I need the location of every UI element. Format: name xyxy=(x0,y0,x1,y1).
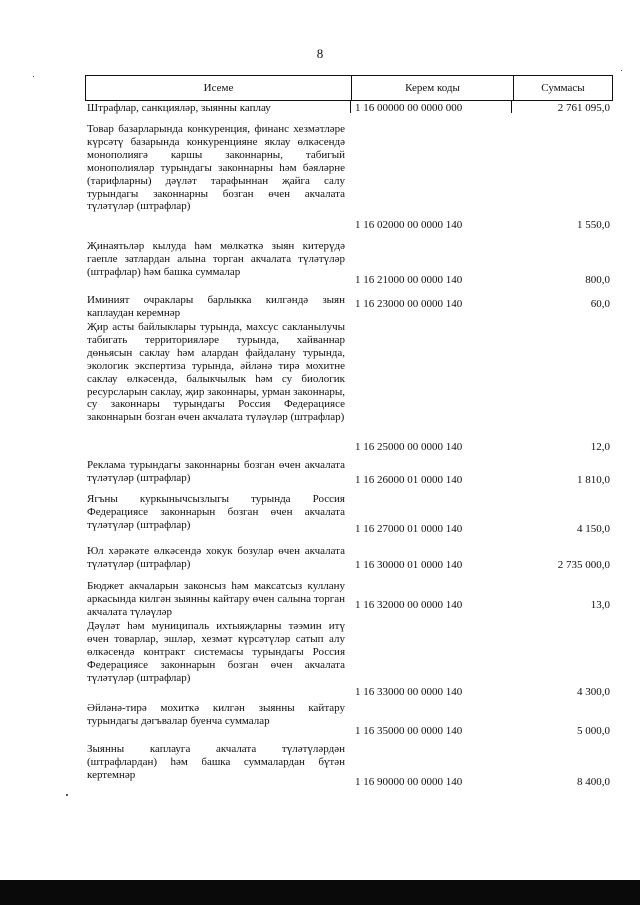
row-name: Җинаятьләр кылуда һәм мөлкәткә зыян китерүдә гаепле затлардан алына торган акчалата түләтүләр (штрафлар) һәм башка суммалар xyxy=(87,240,345,278)
row-sum: 8 400,0 xyxy=(577,776,610,788)
row-code: 1 16 30000 01 0000 140 xyxy=(355,559,463,571)
row-name: Бюджет акчаларын законсыз һәм максатсыз куллану аркасында килгән зыянны кайтару өчен салына торган акчалата түләүләр xyxy=(87,580,345,618)
column-divider xyxy=(511,101,512,113)
row-code: 1 16 00000 00 0000 000 xyxy=(355,102,463,114)
row-code: 1 16 35000 00 0000 140 xyxy=(355,725,463,737)
row-code: 1 16 02000 00 0000 140 xyxy=(355,219,463,231)
row-sum: 800,0 xyxy=(585,274,610,286)
header-name: Исеме xyxy=(86,76,352,100)
table-header xyxy=(85,75,613,101)
row-name: Товар базарларында конкуренция, финанс хезмәтләре күрсәтү базарында конкуренцияне яклау өлкәсендә монополиягә каршы законнарны, табигый монополияләр турындагы законнарны һәм бәяләрне (тарифларны) дәүләт тарафыннан җайга салу турындагы законнарны бозган өчен акчалата түләтүләр (штрафлар) xyxy=(87,123,345,213)
scan-bottom-edge xyxy=(0,880,640,905)
page-number: 8 xyxy=(316,46,324,61)
row-sum: 4 150,0 xyxy=(577,523,610,535)
row-code: 1 16 21000 00 0000 140 xyxy=(355,274,463,286)
row-name: Дәүләт һәм муниципаль ихтыяҗларны тәэмин итү өчен товарлар, эшләр, хезмәт күрсәтүләр сатып алу өлкәсендә контракт системасы турындагы Россия Федерациясе законнарын бозган өчен акчалата түләтүләр (штрафлар) xyxy=(87,620,345,684)
row-code: 1 16 26000 01 0000 140 xyxy=(355,474,463,486)
row-sum: 13,0 xyxy=(590,599,610,611)
row-code: 1 16 27000 01 0000 140 xyxy=(355,523,463,535)
column-divider xyxy=(350,101,351,113)
header-code: Керем коды xyxy=(352,76,514,100)
row-sum: 1 810,0 xyxy=(577,474,610,486)
row-code: 1 16 90000 00 0000 140 xyxy=(355,776,463,788)
row-name: Юл хәрәкәте өлкәсендә хокук бозулар өчен акчалата түләтүләр (штрафлар) xyxy=(87,545,345,570)
row-code: 1 16 32000 00 0000 140 xyxy=(355,599,463,611)
row-name: Әйләнә-тирә мохиткә килгән зыянны кайтару турындагы дәгъвалар буенча суммалар xyxy=(87,702,345,727)
scan-speck xyxy=(621,70,622,71)
scan-speck xyxy=(66,794,68,796)
row-name: Реклама турындагы законнарны бозган өчен акчалата түләтүләр (штрафлар) xyxy=(87,459,345,484)
row-code: 1 16 23000 00 0000 140 xyxy=(355,298,463,310)
row-name: Җир асты байлыклары турында, махсус сакланылучы табигать территорияләре турында, хайваннар дөньясын саклау һәм алардан файдалану турында, экологик экспертиза турында, әйләнә тирә мохитне саклау өлкәсендә, балыкчылык һәм су биологик ресурсларын саклау, җир законнары, урман законнары, су законнары турындагы Россия Федерациясе законнарын бозган өчен акчалата түләүләр (штрафлар) xyxy=(87,321,345,424)
row-name: Зыянны каплауга акчалата түләтүләрдән (штрафлардан) һәм башка суммалардан бүтән кертемнәр xyxy=(87,743,345,781)
row-sum: 1 550,0 xyxy=(577,219,610,231)
row-sum: 2 761 095,0 xyxy=(557,102,610,114)
revenue-table xyxy=(85,75,613,788)
row-code: 1 16 25000 00 0000 140 xyxy=(355,441,463,453)
scan-speck xyxy=(33,76,34,77)
row-name: Иминият очраклары барлыкка килгәндә зыян каплаудан керемнәр xyxy=(87,294,345,319)
row-name: Штрафлар, санкцияләр, зыянны каплау xyxy=(87,102,271,114)
row-code: 1 16 33000 00 0000 140 xyxy=(355,686,463,698)
row-sum: 2 735 000,0 xyxy=(557,559,610,571)
row-name: Ягъны куркынычсызлыгы турында Россия Федерациясе законнарын бозган өчен акчалата түләтүләр (штрафлар) xyxy=(87,493,345,531)
row-sum: 60,0 xyxy=(590,298,610,310)
row-sum: 12,0 xyxy=(590,441,610,453)
header-sum: Суммасы xyxy=(541,82,585,94)
row-sum: 5 000,0 xyxy=(577,725,610,737)
row-sum: 4 300,0 xyxy=(577,686,610,698)
